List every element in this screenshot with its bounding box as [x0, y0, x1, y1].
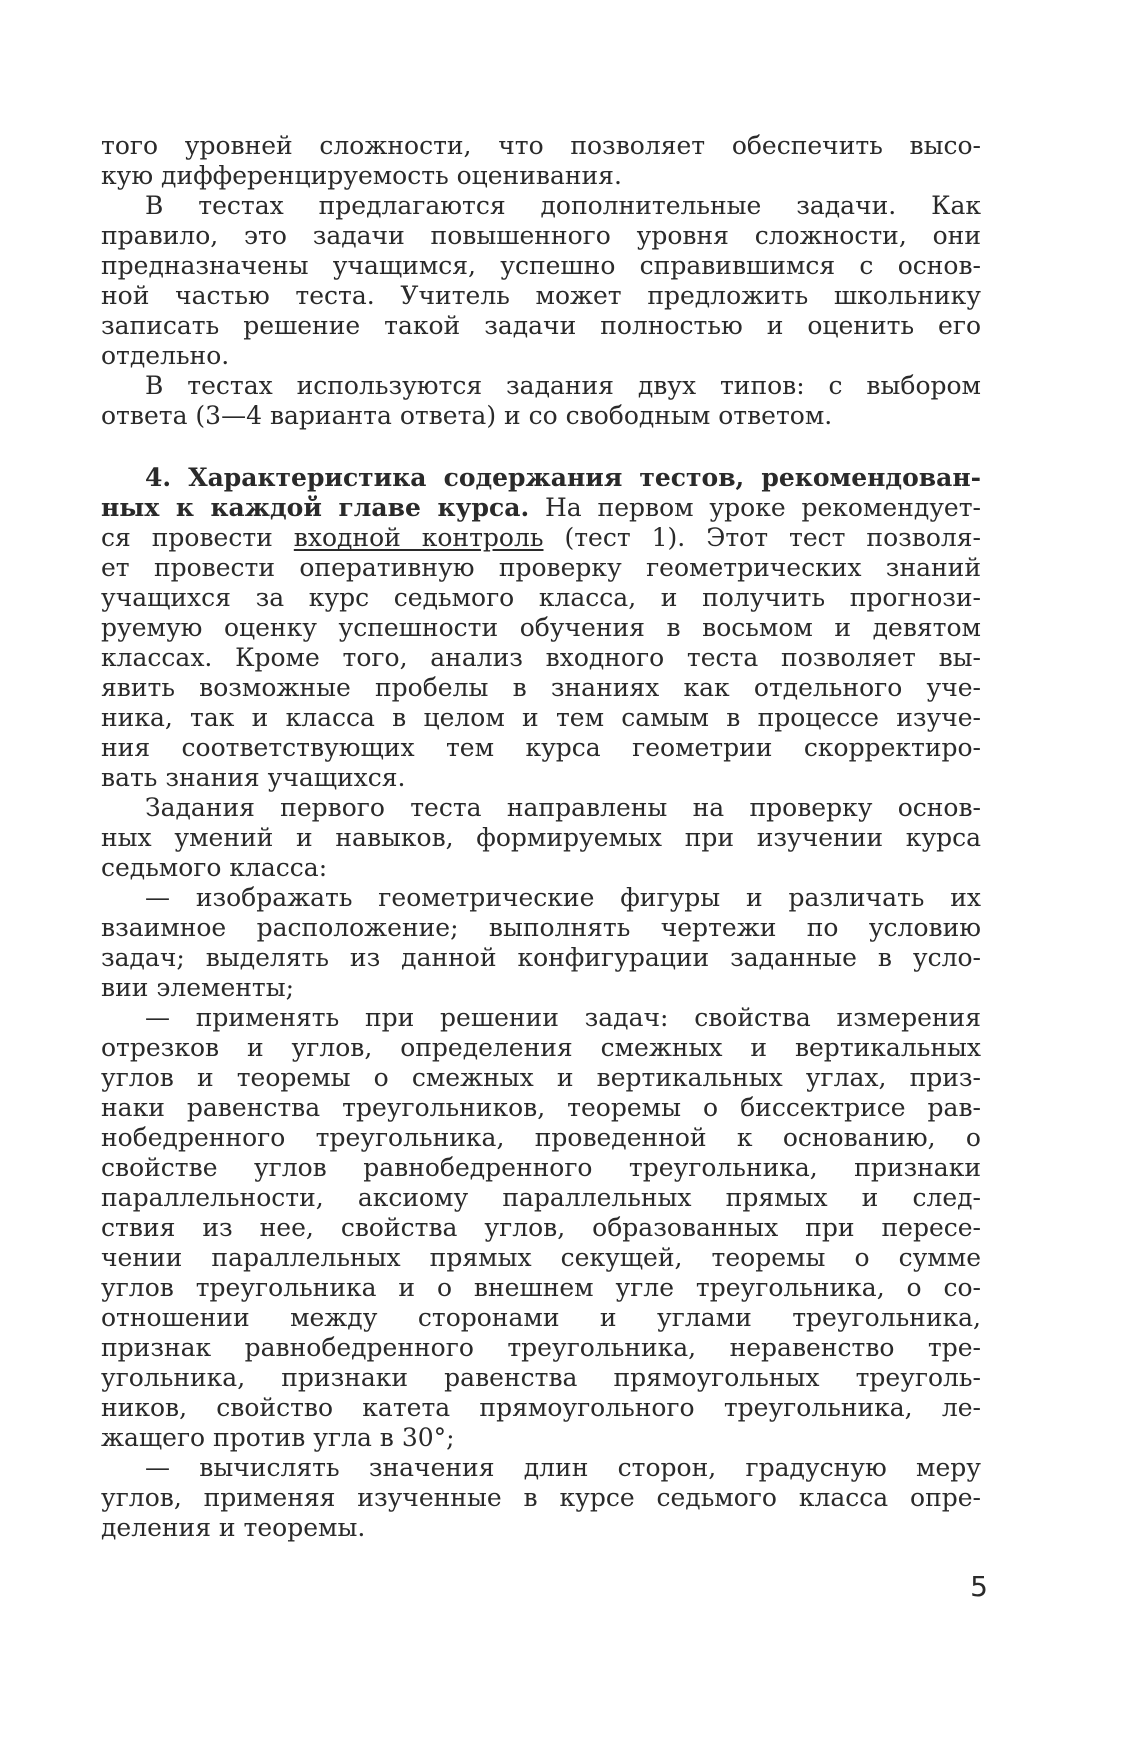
text-line: учащихся за курс седьмого класса, и получить прогнози- — [101, 583, 981, 612]
text-fragment: (тест 1). Этот тест позволя- — [543, 523, 981, 552]
text-line: нобедренного треугольника, проведенной к основанию, о — [101, 1123, 981, 1152]
text-line: явить возможные пробелы в знаниях как отдельного уче- — [101, 673, 981, 702]
text-line: деления и теоремы. — [101, 1513, 366, 1542]
text-line: седьмого класса: — [101, 853, 328, 882]
list-item — [101, 1453, 981, 1543]
text-line: ника, так и класса в целом и тем самым в процессе изуче- — [101, 703, 981, 732]
text-line: ствия из нее, свойства углов, образованных при пересе- — [101, 1213, 981, 1242]
list-item — [101, 1003, 981, 1453]
text-line: жащего против угла в 30°; — [101, 1423, 455, 1452]
text-line: классах. Кроме того, анализ входного теста позволяет вы- — [101, 643, 981, 672]
list-item — [101, 883, 981, 1003]
text-line: В тестах используются задания двух типов: с выбором — [145, 371, 981, 400]
section-4-paragraph — [101, 463, 981, 793]
section-heading: 4. Характеристика содержания тестов, рекомендован- — [145, 463, 981, 492]
text-line: — вычислять значения длин сторон, градусную меру — [145, 1453, 981, 1482]
text-line: признак равнобедренного треугольника, неравенство тре- — [101, 1333, 981, 1362]
text-line — [101, 523, 981, 553]
text-line: Задания первого теста направлены на проверку основ- — [145, 793, 981, 822]
text-line: задач; выделять из данной конфигурации заданные в усло- — [101, 943, 981, 972]
section-gap — [101, 431, 981, 463]
text-line: взаимное расположение; выполнять чертежи по условию — [101, 913, 981, 942]
text-line: ной частью теста. Учитель может предложить школьнику — [101, 281, 981, 310]
text-line: вии элементы; — [101, 973, 295, 1002]
text-line: свойстве углов равнобедренного треугольника, признаки — [101, 1153, 981, 1182]
text-line: кую дифференцируемость оценивания. — [101, 161, 622, 190]
paragraph-continuation — [101, 131, 981, 191]
text-line: отношении между сторонами и углами треугольника, — [101, 1303, 981, 1332]
text-line: отдельно. — [101, 341, 230, 370]
text-line: чении параллельных прямых секущей, теоремы о сумме — [101, 1243, 981, 1272]
text-line: вать знания учащихся. — [101, 763, 406, 792]
text-line: отрезков и углов, определения смежных и вертикальных — [101, 1033, 981, 1062]
paragraph-first-test-tasks — [101, 793, 981, 883]
text-line: наки равенства треугольников, теоремы о биссектрисе рав- — [101, 1093, 981, 1122]
text-line: — применять при решении задач: свойства измерения — [145, 1003, 981, 1032]
text-line: угольника, признаки равенства прямоугольных треуголь- — [101, 1363, 981, 1392]
section-heading-end: ных к каждой главе курса. — [101, 493, 530, 522]
text-fragment: ся провести — [101, 523, 294, 552]
text-line — [101, 493, 981, 523]
text-line: параллельности, аксиому параллельных прямых и след- — [101, 1183, 981, 1212]
page-body — [101, 131, 981, 1543]
text-line: ет провести оперативную проверку геометрических знаний — [101, 553, 981, 582]
entry-control-term: входной контроль — [293, 523, 544, 552]
text-line: предназначены учащимся, успешно справившимся с основ- — [101, 251, 981, 280]
text-line: — изображать геометрические фигуры и различать их — [145, 883, 981, 912]
text-line: ных умений и навыков, формируемых при изучении курса — [101, 823, 981, 852]
page-number: 5 — [970, 1570, 988, 1603]
text-line: ответа (3—4 варианта ответа) и со свободным ответом. — [101, 401, 833, 430]
text-line: В тестах предлагаются дополнительные задачи. Как — [145, 191, 981, 220]
text-line: правило, это задачи повышенного уровня сложности, они — [101, 221, 981, 250]
paragraph-task-types — [101, 371, 981, 431]
text-line: руемую оценку успешности обучения в восьмом и девятом — [101, 613, 981, 642]
text-line: углов, применяя изученные в курсе седьмого класса опре- — [101, 1483, 981, 1512]
text-line: того уровней сложности, что позволяет обеспечить высо- — [101, 131, 981, 160]
text-fragment: На первом уроке рекомендует- — [529, 493, 981, 522]
text-line: углов и теоремы о смежных и вертикальных углах, приз- — [101, 1063, 981, 1092]
text-line: ния соответствующих тем курса геометрии скорректиро- — [101, 733, 981, 762]
text-line: ников, свойство катета прямоугольного треугольника, ле- — [101, 1393, 981, 1422]
text-line: углов треугольника и о внешнем угле треугольника, о со- — [101, 1273, 981, 1302]
text-line: записать решение такой задачи полностью и оценить его — [101, 311, 981, 340]
paragraph-additional-tasks — [101, 191, 981, 371]
